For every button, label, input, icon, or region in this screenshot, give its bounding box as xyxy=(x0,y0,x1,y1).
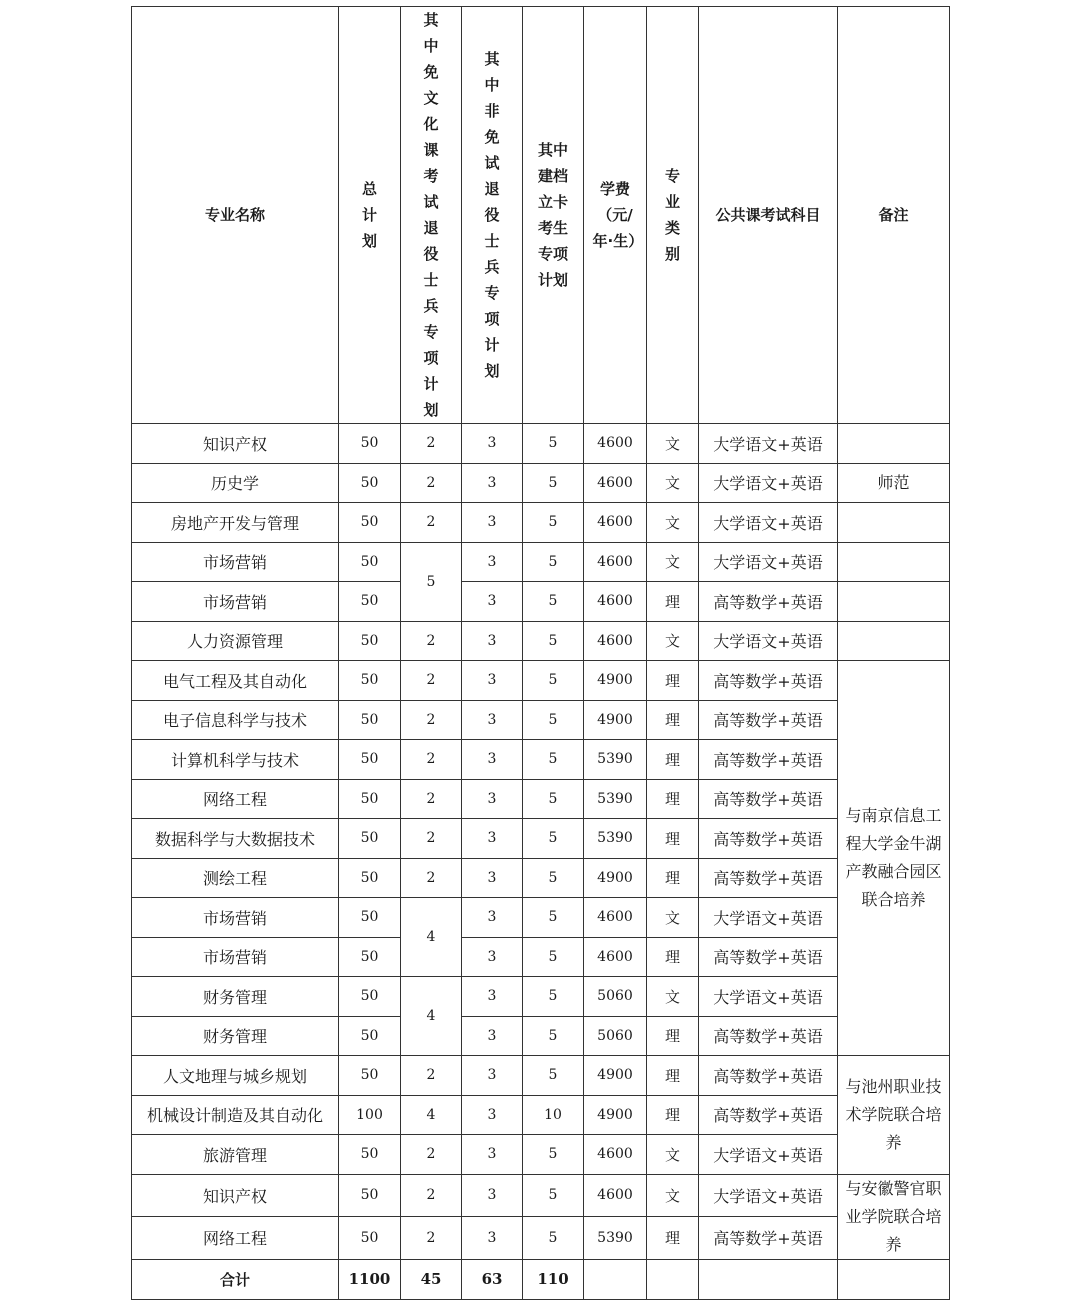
exempt-cell: 4 xyxy=(401,1095,462,1135)
note-cell: 与南京信息工程大学金牛湖产教融合园区联合培养 xyxy=(838,661,950,1056)
tuition-cell: 4600 xyxy=(584,582,647,622)
tuition-cell: 4900 xyxy=(584,858,647,898)
totals-poverty: 110 xyxy=(523,1259,584,1299)
non-exempt-cell: 3 xyxy=(462,1095,523,1135)
totals-total: 1100 xyxy=(339,1259,401,1299)
totals-empty xyxy=(584,1259,647,1299)
tuition-cell: 5390 xyxy=(584,1217,647,1260)
poverty-cell: 5 xyxy=(523,700,584,740)
category-cell: 理 xyxy=(647,1056,699,1096)
totals-exempt: 45 xyxy=(401,1259,462,1299)
table-row xyxy=(132,463,950,503)
poverty-cell: 5 xyxy=(523,779,584,819)
tuition-cell: 4600 xyxy=(584,463,647,503)
poverty-cell: 5 xyxy=(523,740,584,780)
non-exempt-cell: 3 xyxy=(462,740,523,780)
exam-subject-cell: 大学语文+英语 xyxy=(699,463,838,503)
totals-empty xyxy=(838,1259,950,1299)
exam-subject-cell: 高等数学+英语 xyxy=(699,1016,838,1056)
poverty-cell: 5 xyxy=(523,819,584,859)
note-cell xyxy=(838,582,950,622)
total-cell: 50 xyxy=(339,463,401,503)
non-exempt-cell: 3 xyxy=(462,1016,523,1056)
tuition-cell: 5390 xyxy=(584,779,647,819)
category-cell: 理 xyxy=(647,1016,699,1056)
tuition-cell: 4900 xyxy=(584,661,647,701)
tuition-cell: 5390 xyxy=(584,819,647,859)
tuition-cell: 4900 xyxy=(584,700,647,740)
table-row xyxy=(132,542,950,582)
major-name-cell: 人力资源管理 xyxy=(132,621,339,661)
non-exempt-cell: 3 xyxy=(462,661,523,701)
note-cell: 与池州职业技术学院联合培养 xyxy=(838,1056,950,1175)
total-cell: 50 xyxy=(339,700,401,740)
exempt-cell: 2 xyxy=(401,858,462,898)
exam-subject-cell: 高等数学+英语 xyxy=(699,740,838,780)
exam-subject-cell: 高等数学+英语 xyxy=(699,661,838,701)
category-cell: 理 xyxy=(647,1217,699,1260)
table-row xyxy=(132,898,950,938)
major-name-cell: 知识产权 xyxy=(132,1174,339,1217)
major-name-cell: 计算机科学与技术 xyxy=(132,740,339,780)
non-exempt-cell: 3 xyxy=(462,1135,523,1175)
tuition-cell: 5060 xyxy=(584,1016,647,1056)
non-exempt-cell: 3 xyxy=(462,819,523,859)
total-cell: 50 xyxy=(339,1217,401,1260)
poverty-cell: 5 xyxy=(523,937,584,977)
header-non-exempt: 其中非免试退役士兵专项计划 xyxy=(462,7,523,424)
table-row xyxy=(132,424,950,464)
exam-subject-cell: 大学语文+英语 xyxy=(699,977,838,1017)
total-cell: 50 xyxy=(339,1016,401,1056)
tuition-cell: 4900 xyxy=(584,1095,647,1135)
tuition-cell: 5060 xyxy=(584,977,647,1017)
major-name-cell: 市场营销 xyxy=(132,582,339,622)
total-cell: 50 xyxy=(339,503,401,543)
header-tuition: 学费（元/年·生） xyxy=(584,7,647,424)
header-name: 专业名称 xyxy=(132,7,339,424)
category-cell: 理 xyxy=(647,937,699,977)
major-name-cell: 房地产开发与管理 xyxy=(132,503,339,543)
category-cell: 文 xyxy=(647,977,699,1017)
exempt-cell: 4 xyxy=(401,977,462,1056)
total-cell: 50 xyxy=(339,898,401,938)
category-cell: 文 xyxy=(647,1174,699,1217)
header-row xyxy=(132,7,950,424)
exempt-cell: 2 xyxy=(401,819,462,859)
exam-subject-cell: 大学语文+英语 xyxy=(699,542,838,582)
exempt-cell: 2 xyxy=(401,779,462,819)
table-row xyxy=(132,819,950,859)
total-cell: 50 xyxy=(339,937,401,977)
category-cell: 理 xyxy=(647,740,699,780)
header-exempt-culture: 其中免文化课考试退役士兵专项计划 xyxy=(401,7,462,424)
header-category: 专业类别 xyxy=(647,7,699,424)
exam-subject-cell: 高等数学+英语 xyxy=(699,858,838,898)
exam-subject-cell: 高等数学+英语 xyxy=(699,582,838,622)
major-name-cell: 财务管理 xyxy=(132,977,339,1017)
poverty-cell: 5 xyxy=(523,1016,584,1056)
total-cell: 50 xyxy=(339,661,401,701)
non-exempt-cell: 3 xyxy=(462,582,523,622)
note-cell: 与安徽警官职业学院联合培养 xyxy=(838,1174,950,1259)
category-cell: 理 xyxy=(647,819,699,859)
totals-empty xyxy=(699,1259,838,1299)
exempt-cell: 2 xyxy=(401,463,462,503)
total-cell: 50 xyxy=(339,1056,401,1096)
table-row xyxy=(132,1056,950,1096)
exempt-cell: 2 xyxy=(401,700,462,740)
major-name-cell: 历史学 xyxy=(132,463,339,503)
non-exempt-cell: 3 xyxy=(462,779,523,819)
tuition-cell: 4600 xyxy=(584,503,647,543)
non-exempt-cell: 3 xyxy=(462,1217,523,1260)
poverty-cell: 5 xyxy=(523,1056,584,1096)
non-exempt-cell: 3 xyxy=(462,700,523,740)
table-row xyxy=(132,779,950,819)
exam-subject-cell: 高等数学+英语 xyxy=(699,1217,838,1260)
major-name-cell: 数据科学与大数据技术 xyxy=(132,819,339,859)
header-total: 总计划 xyxy=(339,7,401,424)
totals-empty xyxy=(647,1259,699,1299)
major-name-cell: 财务管理 xyxy=(132,1016,339,1056)
major-name-cell: 市场营销 xyxy=(132,898,339,938)
table-row xyxy=(132,503,950,543)
table-row xyxy=(132,937,950,977)
total-cell: 50 xyxy=(339,1135,401,1175)
total-cell: 50 xyxy=(339,740,401,780)
tuition-cell: 4600 xyxy=(584,898,647,938)
exempt-cell: 5 xyxy=(401,542,462,621)
category-cell: 文 xyxy=(647,542,699,582)
tuition-cell: 4600 xyxy=(584,542,647,582)
note-cell xyxy=(838,621,950,661)
totals-row xyxy=(132,1259,950,1299)
exempt-cell: 2 xyxy=(401,1056,462,1096)
exam-subject-cell: 大学语文+英语 xyxy=(699,898,838,938)
major-name-cell: 机械设计制造及其自动化 xyxy=(132,1095,339,1135)
exam-subject-cell: 高等数学+英语 xyxy=(699,700,838,740)
non-exempt-cell: 3 xyxy=(462,542,523,582)
total-cell: 100 xyxy=(339,1095,401,1135)
tuition-cell: 4600 xyxy=(584,424,647,464)
non-exempt-cell: 3 xyxy=(462,858,523,898)
exempt-cell: 2 xyxy=(401,1135,462,1175)
table-row xyxy=(132,1174,950,1217)
tuition-cell: 4600 xyxy=(584,937,647,977)
exam-subject-cell: 大学语文+英语 xyxy=(699,621,838,661)
major-name-cell: 网络工程 xyxy=(132,779,339,819)
major-name-cell: 市场营销 xyxy=(132,937,339,977)
exempt-cell: 2 xyxy=(401,1174,462,1217)
tuition-cell: 4900 xyxy=(584,1056,647,1096)
major-name-cell: 市场营销 xyxy=(132,542,339,582)
exam-subject-cell: 大学语文+英语 xyxy=(699,424,838,464)
total-cell: 50 xyxy=(339,582,401,622)
poverty-cell: 5 xyxy=(523,977,584,1017)
category-cell: 文 xyxy=(647,424,699,464)
major-name-cell: 网络工程 xyxy=(132,1217,339,1260)
exam-subject-cell: 高等数学+英语 xyxy=(699,937,838,977)
exam-subject-cell: 高等数学+英语 xyxy=(699,1095,838,1135)
table-row xyxy=(132,977,950,1017)
note-cell: 师范 xyxy=(838,463,950,503)
category-cell: 理 xyxy=(647,582,699,622)
poverty-cell: 5 xyxy=(523,542,584,582)
category-cell: 文 xyxy=(647,1135,699,1175)
note-cell xyxy=(838,503,950,543)
non-exempt-cell: 3 xyxy=(462,621,523,661)
category-cell: 理 xyxy=(647,1095,699,1135)
poverty-cell: 5 xyxy=(523,1135,584,1175)
poverty-cell: 5 xyxy=(523,463,584,503)
total-cell: 50 xyxy=(339,819,401,859)
poverty-cell: 5 xyxy=(523,661,584,701)
non-exempt-cell: 3 xyxy=(462,977,523,1017)
major-name-cell: 测绘工程 xyxy=(132,858,339,898)
exempt-cell: 2 xyxy=(401,424,462,464)
enrollment-plan-table xyxy=(131,6,950,1300)
exempt-cell: 2 xyxy=(401,1217,462,1260)
table-row xyxy=(132,1217,950,1260)
note-cell xyxy=(838,424,950,464)
table-row xyxy=(132,858,950,898)
table-row xyxy=(132,1016,950,1056)
poverty-cell: 5 xyxy=(523,503,584,543)
major-name-cell: 电子信息科学与技术 xyxy=(132,700,339,740)
non-exempt-cell: 3 xyxy=(462,1174,523,1217)
tuition-cell: 5390 xyxy=(584,740,647,780)
exempt-cell: 2 xyxy=(401,503,462,543)
table-row xyxy=(132,700,950,740)
category-cell: 理 xyxy=(647,700,699,740)
total-cell: 50 xyxy=(339,779,401,819)
category-cell: 理 xyxy=(647,858,699,898)
exempt-cell: 2 xyxy=(401,661,462,701)
exam-subject-cell: 大学语文+英语 xyxy=(699,503,838,543)
poverty-cell: 10 xyxy=(523,1095,584,1135)
header-poverty: 其中建档立卡考生专项计划 xyxy=(523,7,584,424)
non-exempt-cell: 3 xyxy=(462,503,523,543)
totals-label: 合计 xyxy=(132,1259,339,1299)
poverty-cell: 5 xyxy=(523,898,584,938)
total-cell: 50 xyxy=(339,977,401,1017)
poverty-cell: 5 xyxy=(523,858,584,898)
note-cell xyxy=(838,542,950,582)
category-cell: 理 xyxy=(647,779,699,819)
tuition-cell: 4600 xyxy=(584,1135,647,1175)
total-cell: 50 xyxy=(339,1174,401,1217)
poverty-cell: 5 xyxy=(523,582,584,622)
major-name-cell: 知识产权 xyxy=(132,424,339,464)
poverty-cell: 5 xyxy=(523,621,584,661)
table-row xyxy=(132,1095,950,1135)
exempt-cell: 2 xyxy=(401,740,462,780)
tuition-cell: 4600 xyxy=(584,621,647,661)
poverty-cell: 5 xyxy=(523,1217,584,1260)
poverty-cell: 5 xyxy=(523,1174,584,1217)
table-row xyxy=(132,582,950,622)
category-cell: 文 xyxy=(647,503,699,543)
totals-non-exempt: 63 xyxy=(462,1259,523,1299)
non-exempt-cell: 3 xyxy=(462,424,523,464)
total-cell: 50 xyxy=(339,424,401,464)
tuition-cell: 4600 xyxy=(584,1174,647,1217)
total-cell: 50 xyxy=(339,621,401,661)
exam-subject-cell: 大学语文+英语 xyxy=(699,1174,838,1217)
table-row xyxy=(132,740,950,780)
major-name-cell: 电气工程及其自动化 xyxy=(132,661,339,701)
exam-subject-cell: 高等数学+英语 xyxy=(699,819,838,859)
table-row xyxy=(132,1135,950,1175)
exempt-cell: 4 xyxy=(401,898,462,977)
total-cell: 50 xyxy=(339,858,401,898)
non-exempt-cell: 3 xyxy=(462,1056,523,1096)
category-cell: 文 xyxy=(647,898,699,938)
exam-subject-cell: 高等数学+英语 xyxy=(699,779,838,819)
exam-subject-cell: 高等数学+英语 xyxy=(699,1056,838,1096)
table-row xyxy=(132,661,950,701)
category-cell: 理 xyxy=(647,661,699,701)
major-name-cell: 人文地理与城乡规划 xyxy=(132,1056,339,1096)
category-cell: 文 xyxy=(647,463,699,503)
non-exempt-cell: 3 xyxy=(462,898,523,938)
poverty-cell: 5 xyxy=(523,424,584,464)
major-name-cell: 旅游管理 xyxy=(132,1135,339,1175)
total-cell: 50 xyxy=(339,542,401,582)
table-row xyxy=(132,621,950,661)
exam-subject-cell: 大学语文+英语 xyxy=(699,1135,838,1175)
header-exam: 公共课考试科目 xyxy=(699,7,838,424)
non-exempt-cell: 3 xyxy=(462,937,523,977)
header-note: 备注 xyxy=(838,7,950,424)
non-exempt-cell: 3 xyxy=(462,463,523,503)
exempt-cell: 2 xyxy=(401,621,462,661)
category-cell: 文 xyxy=(647,621,699,661)
